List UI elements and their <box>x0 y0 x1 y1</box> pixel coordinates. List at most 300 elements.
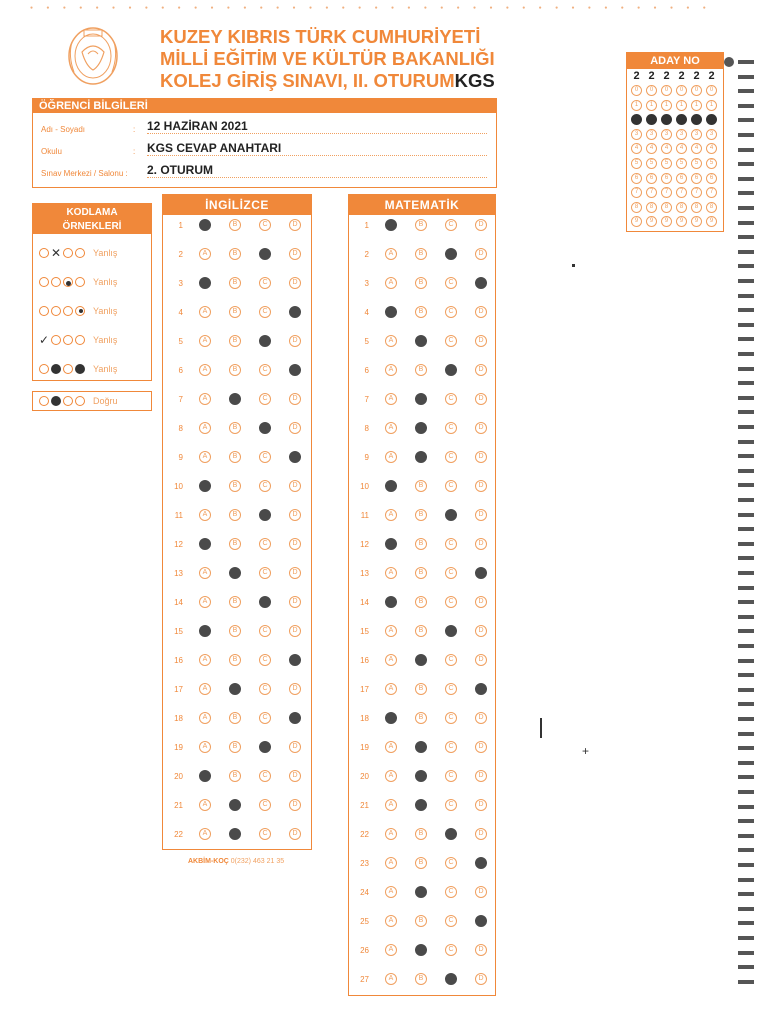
candidate-bubble[interactable]: 6 <box>661 173 672 184</box>
answer-bubble-c[interactable]: C <box>445 480 457 492</box>
answer-bubble-c[interactable]: C <box>445 306 457 318</box>
answer-bubble-a[interactable] <box>199 277 211 289</box>
english-question-row <box>163 683 311 699</box>
question-number: 1 <box>364 221 369 230</box>
candidate-bubble[interactable] <box>676 114 687 125</box>
answer-bubble-b[interactable] <box>415 451 427 463</box>
answer-bubble-a[interactable]: A <box>385 973 397 985</box>
question-number: 20 <box>174 772 183 781</box>
answer-bubble-b[interactable]: B <box>229 306 241 318</box>
answer-bubble-c[interactable]: C <box>259 277 271 289</box>
candidate-bubble[interactable]: 6 <box>676 173 687 184</box>
timing-mark <box>738 381 754 385</box>
candidate-bubble[interactable] <box>646 114 657 125</box>
answer-bubble-d[interactable] <box>289 306 301 318</box>
answer-bubble-b[interactable] <box>229 393 241 405</box>
answer-bubble-a[interactable]: A <box>199 596 211 608</box>
answer-bubble-d[interactable]: D <box>289 277 301 289</box>
answer-bubble-a[interactable]: A <box>199 712 211 724</box>
answer-bubble-d[interactable] <box>289 451 301 463</box>
answer-bubble-a[interactable] <box>385 480 397 492</box>
candidate-bubble[interactable]: 6 <box>646 173 657 184</box>
answer-bubble-c[interactable]: C <box>259 480 271 492</box>
candidate-bubble[interactable]: 8 <box>661 202 672 213</box>
answer-bubble-a[interactable] <box>385 219 397 231</box>
answer-bubble-d[interactable] <box>289 712 301 724</box>
answer-bubble-a[interactable] <box>385 538 397 550</box>
answer-bubble-a[interactable]: A <box>199 683 211 695</box>
answer-bubble-a[interactable]: A <box>199 509 211 521</box>
answer-bubble-a[interactable] <box>385 306 397 318</box>
candidate-bubble[interactable]: 4 <box>676 143 687 154</box>
candidate-bubble[interactable]: 5 <box>631 158 642 169</box>
answer-bubble-d[interactable]: D <box>475 770 487 782</box>
candidate-bubble[interactable]: 1 <box>706 100 717 111</box>
question-number: 4 <box>364 308 369 317</box>
answer-bubble-d[interactable]: D <box>289 741 301 753</box>
answer-bubble-a[interactable]: A <box>199 306 211 318</box>
answer-bubble-b[interactable] <box>415 335 427 347</box>
answer-bubble-c[interactable]: C <box>445 712 457 724</box>
timing-mark <box>738 425 754 429</box>
answer-bubble-d[interactable]: D <box>289 799 301 811</box>
answer-bubble-a[interactable]: A <box>199 335 211 347</box>
registration-dot <box>724 57 734 67</box>
answer-bubble-b[interactable]: B <box>229 712 241 724</box>
answer-bubble-c[interactable] <box>259 248 271 260</box>
answer-bubble-a[interactable] <box>199 625 211 637</box>
answer-bubble-a[interactable]: A <box>385 335 397 347</box>
answer-bubble-d[interactable] <box>475 567 487 579</box>
answer-bubble-a[interactable] <box>199 480 211 492</box>
english-question-row <box>163 364 311 380</box>
candidate-bubble[interactable]: 1 <box>661 100 672 111</box>
candidate-bubble[interactable]: 3 <box>631 129 642 140</box>
answer-bubble-b[interactable]: B <box>229 770 241 782</box>
answer-bubble-c[interactable]: C <box>445 944 457 956</box>
answer-bubble-b[interactable]: B <box>229 364 241 376</box>
answer-bubble-d[interactable]: D <box>475 886 487 898</box>
candidate-bubble[interactable]: 5 <box>691 158 702 169</box>
english-question-row <box>163 538 311 554</box>
candidate-bubble[interactable]: 0 <box>631 85 642 96</box>
english-question-row <box>163 654 311 670</box>
answer-bubble-c[interactable]: C <box>259 393 271 405</box>
answer-bubble-b[interactable]: B <box>229 538 241 550</box>
candidate-bubble[interactable]: 1 <box>631 100 642 111</box>
answer-bubble-a[interactable]: A <box>385 364 397 376</box>
answer-bubble-d[interactable]: D <box>475 422 487 434</box>
answer-bubble-a[interactable]: A <box>385 509 397 521</box>
name-colon: : <box>133 125 136 134</box>
candidate-bubble[interactable]: 3 <box>661 129 672 140</box>
answer-bubble-d[interactable]: D <box>289 625 301 637</box>
answer-bubble-c[interactable]: C <box>445 886 457 898</box>
timing-mark <box>738 571 754 575</box>
answer-bubble-c[interactable]: C <box>445 915 457 927</box>
answer-bubble-a[interactable]: A <box>385 567 397 579</box>
candidate-bubble[interactable]: 9 <box>691 216 702 227</box>
answer-bubble-b[interactable]: B <box>415 538 427 550</box>
answer-bubble-d[interactable]: D <box>289 335 301 347</box>
answer-bubble-c[interactable] <box>445 364 457 376</box>
question-number: 13 <box>360 569 369 578</box>
answer-bubble-b[interactable] <box>415 770 427 782</box>
answer-bubble-b[interactable]: B <box>229 596 241 608</box>
answer-bubble-d[interactable]: D <box>475 219 487 231</box>
answer-bubble-b[interactable] <box>415 741 427 753</box>
candidate-bubble[interactable]: 3 <box>706 129 717 140</box>
answer-bubble-b[interactable]: B <box>229 277 241 289</box>
candidate-bubble[interactable]: 6 <box>706 173 717 184</box>
answer-bubble-a[interactable]: A <box>385 625 397 637</box>
answer-bubble-c[interactable]: C <box>445 654 457 666</box>
answer-bubble-a[interactable]: A <box>199 364 211 376</box>
timing-mark <box>738 965 754 969</box>
answer-bubble-b[interactable]: B <box>229 248 241 260</box>
candidate-bubble[interactable]: 0 <box>706 85 717 96</box>
candidate-bubble[interactable] <box>706 114 717 125</box>
answer-bubble-d[interactable]: D <box>475 944 487 956</box>
answer-bubble-b[interactable]: B <box>415 480 427 492</box>
answer-bubble-c[interactable] <box>445 509 457 521</box>
answer-bubble-d[interactable]: D <box>475 654 487 666</box>
answer-bubble-c[interactable] <box>259 422 271 434</box>
answer-bubble-d[interactable]: D <box>289 538 301 550</box>
question-number: 10 <box>174 482 183 491</box>
candidate-bubble[interactable]: 4 <box>661 143 672 154</box>
answer-bubble-d[interactable]: D <box>475 828 487 840</box>
question-number: 19 <box>360 743 369 752</box>
answer-bubble-c[interactable]: C <box>445 451 457 463</box>
answer-bubble-a[interactable]: A <box>385 422 397 434</box>
answer-bubble-a[interactable] <box>199 538 211 550</box>
timing-mark <box>738 206 754 210</box>
answer-bubble-b[interactable]: B <box>415 683 427 695</box>
timing-mark <box>738 805 754 809</box>
answer-bubble-c[interactable]: C <box>259 799 271 811</box>
timing-mark <box>738 702 754 706</box>
timing-mark <box>738 410 754 414</box>
candidate-bubble[interactable]: 8 <box>691 202 702 213</box>
math-question-row <box>349 973 495 989</box>
answer-bubble-a[interactable]: A <box>199 828 211 840</box>
answer-bubble-d[interactable]: D <box>475 741 487 753</box>
timing-mark <box>738 469 754 473</box>
candidate-bubble[interactable]: 9 <box>661 216 672 227</box>
candidate-bubble[interactable]: 8 <box>646 202 657 213</box>
answer-bubble-c[interactable]: C <box>259 567 271 579</box>
candidate-bubble[interactable] <box>691 114 702 125</box>
answer-bubble-b[interactable]: B <box>415 915 427 927</box>
candidate-bubble[interactable]: 4 <box>631 143 642 154</box>
candidate-bubble[interactable]: 8 <box>676 202 687 213</box>
answer-bubble-d[interactable]: D <box>475 596 487 608</box>
answer-bubble-c[interactable] <box>259 335 271 347</box>
candidate-bubble[interactable]: 9 <box>646 216 657 227</box>
answer-bubble-d[interactable]: D <box>475 799 487 811</box>
answer-bubble-d[interactable]: D <box>475 712 487 724</box>
timing-mark <box>738 308 754 312</box>
answer-bubble-b[interactable]: B <box>229 625 241 637</box>
answer-bubble-d[interactable]: D <box>289 480 301 492</box>
answer-bubble-d[interactable]: D <box>475 625 487 637</box>
answer-bubble-b[interactable]: B <box>229 219 241 231</box>
answer-bubble-a[interactable]: A <box>385 944 397 956</box>
timing-mark <box>738 191 754 195</box>
candidate-bubble[interactable]: 0 <box>691 85 702 96</box>
answer-bubble-d[interactable]: D <box>475 509 487 521</box>
timing-mark <box>738 644 754 648</box>
answer-bubble-c[interactable] <box>259 741 271 753</box>
candidate-bubble[interactable]: 4 <box>706 143 717 154</box>
answer-bubble-c[interactable]: C <box>259 538 271 550</box>
answer-bubble-c[interactable]: C <box>259 828 271 840</box>
answer-bubble-d[interactable] <box>475 683 487 695</box>
answer-bubble-a[interactable]: A <box>385 741 397 753</box>
answer-bubble-a[interactable]: A <box>385 886 397 898</box>
answer-bubble-b[interactable]: B <box>415 625 427 637</box>
answer-bubble-b[interactable]: B <box>229 741 241 753</box>
answer-bubble-a[interactable]: A <box>385 277 397 289</box>
candidate-bubble[interactable]: 4 <box>691 143 702 154</box>
candidate-bubble[interactable]: 7 <box>661 187 672 198</box>
candidate-bubble[interactable]: 3 <box>646 129 657 140</box>
answer-bubble-d[interactable]: D <box>475 306 487 318</box>
timing-mark <box>738 148 754 152</box>
answer-bubble-d[interactable]: D <box>475 393 487 405</box>
answer-bubble-d[interactable]: D <box>475 973 487 985</box>
candidate-bubble[interactable]: 0 <box>661 85 672 96</box>
answer-bubble-a[interactable]: A <box>385 915 397 927</box>
candidate-bubble[interactable] <box>661 114 672 125</box>
english-question-row <box>163 335 311 351</box>
answer-bubble-a[interactable]: A <box>385 393 397 405</box>
answer-bubble-b[interactable] <box>415 654 427 666</box>
answer-bubble-a[interactable]: A <box>385 654 397 666</box>
candidate-bubble[interactable]: 9 <box>706 216 717 227</box>
answer-bubble-b[interactable]: B <box>415 596 427 608</box>
answer-bubble-c[interactable]: C <box>259 219 271 231</box>
answer-bubble-a[interactable]: A <box>385 451 397 463</box>
question-number: 3 <box>364 279 369 288</box>
answer-bubble-a[interactable] <box>385 596 397 608</box>
answer-bubble-d[interactable] <box>475 857 487 869</box>
candidate-bubble[interactable]: 7 <box>646 187 657 198</box>
answer-bubble-c[interactable]: C <box>445 277 457 289</box>
answer-bubble-b[interactable]: B <box>229 480 241 492</box>
answer-bubble-b[interactable] <box>415 422 427 434</box>
timing-mark <box>738 848 754 852</box>
answer-bubble-d[interactable]: D <box>475 480 487 492</box>
candidate-bubble[interactable]: 7 <box>676 187 687 198</box>
answer-bubble-d[interactable]: D <box>289 248 301 260</box>
answer-bubble-c[interactable] <box>445 973 457 985</box>
candidate-bubble[interactable]: 7 <box>691 187 702 198</box>
answer-bubble-b[interactable]: B <box>229 654 241 666</box>
answer-bubble-d[interactable]: D <box>475 364 487 376</box>
answer-bubble-c[interactable]: C <box>445 422 457 434</box>
answer-bubble-d[interactable]: D <box>475 451 487 463</box>
answer-bubble-d[interactable]: D <box>475 248 487 260</box>
answer-bubble-b[interactable] <box>229 828 241 840</box>
answer-bubble-d[interactable]: D <box>289 509 301 521</box>
answer-bubble-c[interactable]: C <box>445 799 457 811</box>
answer-bubble-b[interactable]: B <box>415 509 427 521</box>
answer-bubble-a[interactable]: A <box>385 857 397 869</box>
candidate-bubble[interactable]: 5 <box>676 158 687 169</box>
candidate-bubble[interactable]: 9 <box>631 216 642 227</box>
candidate-bubble[interactable]: 7 <box>631 187 642 198</box>
answer-bubble-d[interactable]: D <box>289 828 301 840</box>
answer-bubble-a[interactable]: A <box>199 799 211 811</box>
question-number: 16 <box>174 656 183 665</box>
answer-bubble-b[interactable]: B <box>415 277 427 289</box>
question-number: 13 <box>174 569 183 578</box>
answer-bubble-c[interactable]: C <box>445 393 457 405</box>
answer-bubble-d[interactable] <box>475 915 487 927</box>
answer-bubble-b[interactable]: B <box>415 219 427 231</box>
answer-bubble-c[interactable]: C <box>445 335 457 347</box>
answer-bubble-b[interactable]: B <box>415 248 427 260</box>
answer-bubble-b[interactable]: B <box>229 335 241 347</box>
answer-bubble-d[interactable]: D <box>289 219 301 231</box>
answer-bubble-a[interactable] <box>385 712 397 724</box>
answer-bubble-b[interactable]: B <box>229 451 241 463</box>
candidate-bubble[interactable]: 4 <box>646 143 657 154</box>
timing-mark <box>738 513 754 517</box>
english-heading: İNGİLİZCE <box>163 195 311 215</box>
answer-bubble-b[interactable] <box>229 683 241 695</box>
answer-bubble-c[interactable] <box>445 828 457 840</box>
answer-bubble-c[interactable]: C <box>259 306 271 318</box>
answer-bubble-b[interactable] <box>415 944 427 956</box>
answer-bubble-c[interactable]: C <box>259 770 271 782</box>
answer-bubble-b[interactable] <box>229 799 241 811</box>
answer-bubble-a[interactable]: A <box>199 567 211 579</box>
candidate-bubble[interactable]: 0 <box>676 85 687 96</box>
answer-bubble-c[interactable]: C <box>259 625 271 637</box>
answer-bubble-a[interactable]: A <box>199 422 211 434</box>
answer-bubble-a[interactable]: A <box>199 248 211 260</box>
answer-bubble-a[interactable]: A <box>385 770 397 782</box>
answer-bubble-b[interactable] <box>415 799 427 811</box>
answer-bubble-b[interactable]: B <box>415 364 427 376</box>
answer-bubble-d[interactable]: D <box>289 393 301 405</box>
candidate-bubble[interactable]: 6 <box>691 173 702 184</box>
answer-bubble-d[interactable]: D <box>475 335 487 347</box>
answer-bubble-c[interactable] <box>445 248 457 260</box>
school-dotline <box>147 155 487 156</box>
answer-bubble-b[interactable]: B <box>415 857 427 869</box>
candidate-bubble[interactable]: 3 <box>676 129 687 140</box>
answer-bubble-a[interactable]: A <box>199 654 211 666</box>
candidate-bubble[interactable]: 8 <box>706 202 717 213</box>
timing-mark <box>738 352 754 356</box>
candidate-bubble[interactable]: 6 <box>631 173 642 184</box>
answer-bubble-d[interactable]: D <box>475 538 487 550</box>
candidate-bubble[interactable]: 1 <box>691 100 702 111</box>
english-question-row <box>163 770 311 786</box>
school-colon: : <box>133 147 136 156</box>
candidate-bubble[interactable]: 1 <box>676 100 687 111</box>
answer-bubble-c[interactable]: C <box>445 567 457 579</box>
answer-bubble-d[interactable] <box>289 654 301 666</box>
answer-bubble-c[interactable] <box>259 596 271 608</box>
answer-bubble-d[interactable]: D <box>289 596 301 608</box>
answer-bubble-b[interactable]: B <box>415 306 427 318</box>
answer-bubble-b[interactable]: B <box>415 712 427 724</box>
answer-bubble-d[interactable] <box>289 364 301 376</box>
answer-bubble-c[interactable]: C <box>445 683 457 695</box>
answer-bubble-c[interactable]: C <box>445 770 457 782</box>
answer-bubble-a[interactable]: A <box>199 741 211 753</box>
answer-bubble-d[interactable]: D <box>289 770 301 782</box>
answer-bubble-a[interactable]: A <box>385 799 397 811</box>
answer-bubble-c[interactable]: C <box>445 219 457 231</box>
answer-bubble-a[interactable]: A <box>199 393 211 405</box>
candidate-bubble[interactable]: 9 <box>676 216 687 227</box>
question-number: 26 <box>360 946 369 955</box>
answer-bubble-b[interactable]: B <box>415 567 427 579</box>
question-number: 8 <box>178 424 183 433</box>
answer-bubble-b[interactable]: B <box>415 973 427 985</box>
answer-bubble-b[interactable] <box>415 393 427 405</box>
answer-bubble-d[interactable]: D <box>289 567 301 579</box>
answer-bubble-c[interactable]: C <box>445 538 457 550</box>
answer-bubble-b[interactable]: B <box>415 828 427 840</box>
candidate-bubble[interactable]: 0 <box>646 85 657 96</box>
answer-bubble-d[interactable] <box>475 277 487 289</box>
answer-bubble-b[interactable]: B <box>229 509 241 521</box>
answer-bubble-c[interactable]: C <box>259 364 271 376</box>
answer-bubble-b[interactable]: B <box>229 422 241 434</box>
answer-bubble-c[interactable] <box>445 625 457 637</box>
answer-bubble-c[interactable]: C <box>259 683 271 695</box>
candidate-bubble[interactable]: 7 <box>706 187 717 198</box>
answer-bubble-a[interactable]: A <box>199 451 211 463</box>
answer-bubble-b[interactable] <box>415 886 427 898</box>
candidate-bubble[interactable]: 1 <box>646 100 657 111</box>
question-number: 15 <box>174 627 183 636</box>
answer-bubble-a[interactable]: A <box>385 683 397 695</box>
answer-bubble-d[interactable]: D <box>289 683 301 695</box>
answer-bubble-c[interactable]: C <box>445 857 457 869</box>
answer-bubble-a[interactable] <box>199 770 211 782</box>
answer-bubble-c[interactable]: C <box>445 741 457 753</box>
answer-bubble-c[interactable]: C <box>259 712 271 724</box>
answer-bubble-c[interactable] <box>259 509 271 521</box>
timing-mark <box>738 717 754 721</box>
answer-bubble-a[interactable] <box>199 219 211 231</box>
candidate-bubble[interactable]: 5 <box>706 158 717 169</box>
answer-bubble-c[interactable]: C <box>259 654 271 666</box>
answer-bubble-a[interactable]: A <box>385 828 397 840</box>
answer-bubble-a[interactable]: A <box>385 248 397 260</box>
timing-mark <box>738 732 754 736</box>
candidate-bubble[interactable]: 5 <box>661 158 672 169</box>
candidate-bubble[interactable]: 8 <box>631 202 642 213</box>
candidate-bubble[interactable] <box>631 114 642 125</box>
answer-bubble-c[interactable]: C <box>259 451 271 463</box>
candidate-bubble[interactable]: 5 <box>646 158 657 169</box>
answer-bubble-b[interactable] <box>229 567 241 579</box>
answer-bubble-c[interactable]: C <box>445 596 457 608</box>
candidate-bubble[interactable]: 3 <box>691 129 702 140</box>
answer-bubble-d[interactable]: D <box>289 422 301 434</box>
timing-mark <box>738 235 754 239</box>
english-question-row <box>163 509 311 525</box>
